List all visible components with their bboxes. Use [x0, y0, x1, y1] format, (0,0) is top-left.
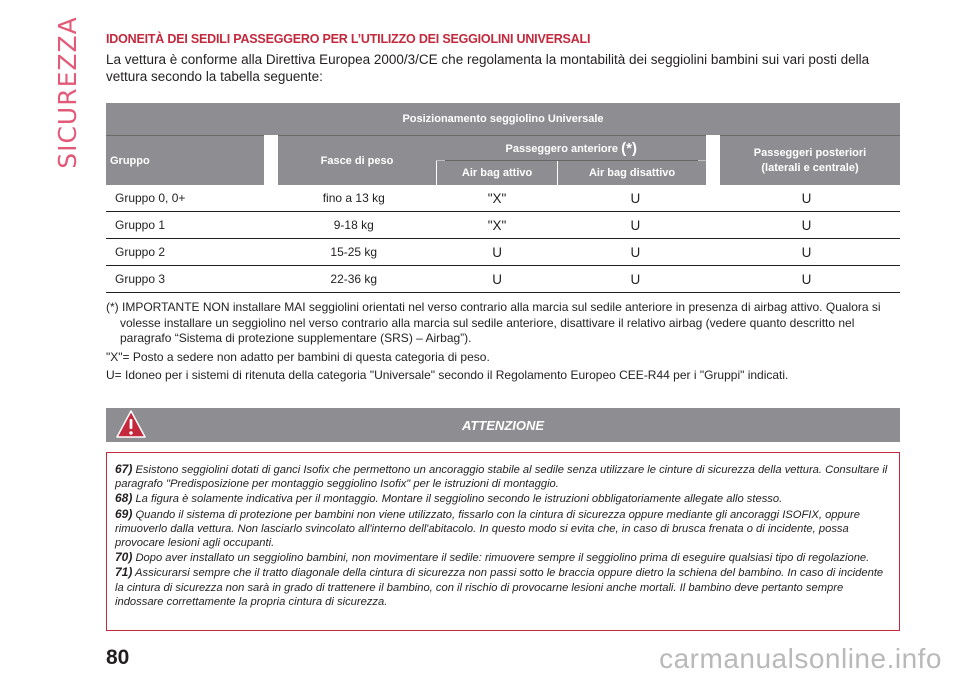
warning-item-number: 68): [115, 491, 133, 506]
page-number: 80: [106, 646, 130, 669]
col-header-rear: [713, 136, 900, 186]
table-row: [106, 185, 900, 212]
warning-item-text: Quando il sistema di protezione per bambini non viene utilizzato, fissarlo con la cintura di sicurezza oppure mediante gli ancoraggi ISOFIX, oppure rimuoverlo dalla vettura. Non lasciarlo svincolato all'interno dell'abitacolo. In questo modo si evita che, in caso di brusca frenata o di incidente, possa provocare lesioni agli occupanti.: [115, 508, 860, 550]
note-x: "X"= Posto a sedere non adatto per bambini di questa categoria di peso.: [106, 349, 490, 364]
warning-item: [115, 550, 891, 565]
cell-airbag-on: U: [437, 266, 558, 293]
side-tab-label: SICUREZZA: [52, 16, 82, 169]
cell-weight: 15-25 kg: [271, 239, 437, 266]
cell-group: Gruppo 0, 0+: [106, 185, 271, 212]
warning-item-text: Dopo aver installato un seggiolino bambini, non movimentare il sedile: rimuovere sempre il seggiolino prima di eseguire qualsiasi tipo di regolazione.: [135, 552, 870, 565]
col-header-front-star: (*): [621, 139, 637, 157]
cell-group: Gruppo 3: [106, 266, 271, 293]
intro-paragraph: La vettura è conforme alla Direttiva Europea 2000/3/CE che regolamenta la montabilità dei seggiolini bambini sui vari posti della vettura secondo la tabella seguente:: [106, 52, 870, 84]
warning-item-text: Assicurarsi sempre che il tratto diagonale della cintura di sicurezza non passi sotto le braccia oppure dietro la schiena del bambino. In caso di incidente la cintura di sicurezza non sarà in grado di trattenere il bambino, con il rischio di provocarne lesioni anche mortali. Il bambino deve pertanto sempre indossare correttamente la propria cintura di sicurezza.: [115, 567, 884, 608]
cell-rear: U: [713, 239, 900, 266]
watermark: carmanualsonline.info: [659, 643, 942, 674]
table-row: [106, 266, 900, 293]
col-header-front: [437, 136, 714, 161]
cell-airbag-off: U: [558, 266, 713, 293]
cell-airbag-on: "X": [437, 212, 558, 239]
warning-item: [115, 462, 891, 491]
cell-airbag-off: U: [558, 212, 713, 239]
warning-item-number: 70): [115, 550, 133, 565]
warning-item: [115, 491, 891, 506]
warning-header: [106, 408, 900, 442]
warning-item-number: 69): [115, 506, 133, 521]
seat-suitability-table: [106, 103, 900, 293]
cell-rear: U: [713, 266, 900, 293]
warning-item-text: La figura è solamente indicativa per il montaggio. Montare il seggiolino secondo le istruzioni obbligatoriamente allegate allo stesso.: [135, 493, 783, 506]
col-header-front-label: Passeggero anteriore: [505, 142, 619, 155]
cell-airbag-off: U: [558, 185, 713, 212]
cell-airbag-on: U: [437, 239, 558, 266]
col-header-weight: Fasce di peso: [271, 136, 437, 186]
warning-item-text: Esistono seggiolini dotati di ganci Isofix che permettono un ancoraggio stabile al sedile senza utilizzare le cinture di sicurezza della vettura. Consultare il paragrafo "Predisposizione per montaggio seggiolino Isofix" per le istruzioni di montaggio.: [115, 464, 888, 491]
note-u: U= Idoneo per i sistemi di ritenuta della categoria "Universale" secondo il Regolamento Europeo CEE-R44 per i "Gruppi" indicati.: [106, 368, 789, 382]
cell-weight: 9-18 kg: [271, 212, 437, 239]
cell-group: Gruppo 1: [106, 212, 271, 239]
col-header-rear-line2: (laterali e centrale): [761, 161, 859, 174]
table-title: Posizionamento seggiolino Universale: [106, 103, 900, 136]
cell-airbag-off: U: [558, 239, 713, 266]
table-notes: [106, 300, 900, 384]
warning-item-number: 71): [115, 565, 133, 580]
main-content: [106, 32, 900, 384]
cell-rear: U: [713, 185, 900, 212]
section-title: IDONEITÀ DEI SEDILI PASSEGGERO PER L’UTILIZZO DEI SEGGIOLINI UNIVERSALI: [106, 32, 591, 46]
cell-group: Gruppo 2: [106, 239, 271, 266]
col-header-airbag-off: Air bag disattivo: [558, 161, 713, 186]
col-header-group: Gruppo: [106, 136, 271, 186]
cell-weight: fino a 13 kg: [271, 185, 437, 212]
warning-box: [106, 452, 900, 631]
side-tab-section: [50, 16, 84, 169]
cell-weight: 22-36 kg: [271, 266, 437, 293]
warning-item-number: 67): [115, 462, 133, 476]
warning-triangle-icon: [116, 409, 146, 439]
warning-title: ATTENZIONE: [461, 417, 545, 433]
cell-rear: U: [713, 212, 900, 239]
warning-item: [115, 565, 891, 609]
col-header-rear-line1: Passeggeri posteriori: [753, 146, 867, 159]
note-star: (*) IMPORTANTE NON installare MAI seggiolini orientati nel verso contrario alla marcia sul sedile anteriore in presenza di airbag attivo. Qualora si volesse installare un seggiolino nel verso contrario alla marcia sul sedile anteriore, disattivare il relativo airbag (vedere quanto descritto nel paragrafo “Sistema di protezione supplementare (SRS) – Airbag”).: [106, 300, 881, 345]
warning-item: [115, 507, 891, 551]
cell-airbag-on: "X": [437, 185, 558, 212]
table-row: [106, 239, 900, 266]
col-header-airbag-on: Air bag attivo: [437, 161, 558, 186]
table-row: [106, 212, 900, 239]
